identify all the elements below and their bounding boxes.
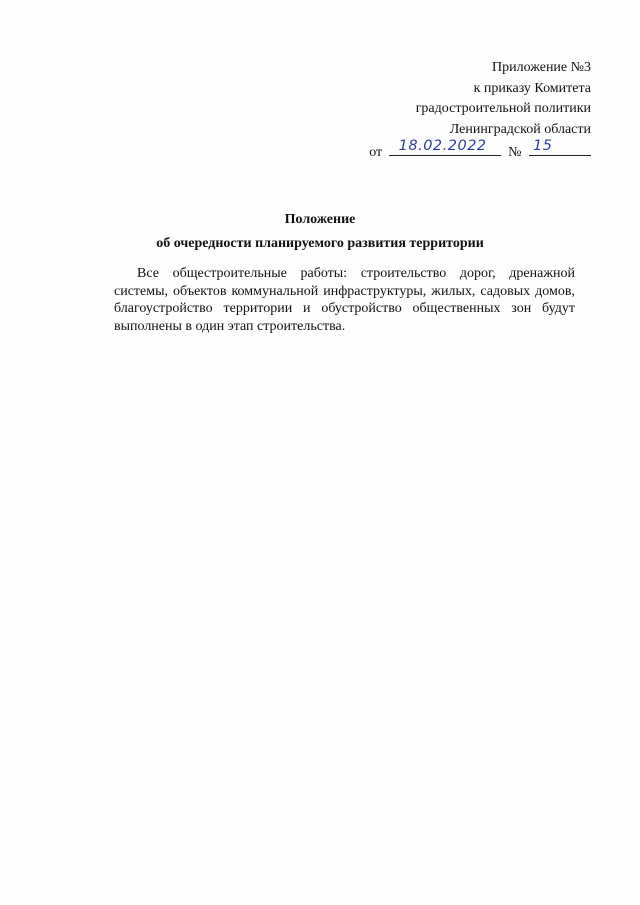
document-title	[0, 208, 640, 256]
order-reference: к приказу Комитета	[473, 80, 591, 96]
appendix-number: Приложение №3	[492, 60, 591, 75]
date-prefix: от	[369, 145, 383, 160]
appendix-header	[369, 58, 591, 164]
body-paragraph: Все общестроительные работы: строительство дорог, дренажной системы, объектов коммунальной инфраструктуры, жилых, садовых домов, благоустройство территории и обустройство общественных зон будут выполнены в один этап строительства.	[114, 266, 575, 334]
title-main: Положение	[284, 212, 356, 227]
handwritten-date: 18.02.2022	[398, 137, 487, 154]
order-date-number-line	[369, 137, 591, 164]
date-field	[389, 137, 501, 156]
committee-name: градостроительной политики	[415, 101, 591, 116]
handwritten-number: 15	[533, 137, 553, 154]
title-subtitle: об очередности планируемого развития территории	[156, 236, 484, 251]
number-sign: №	[508, 145, 522, 160]
number-field	[529, 137, 591, 156]
region-name: Ленинградской области	[449, 121, 591, 137]
